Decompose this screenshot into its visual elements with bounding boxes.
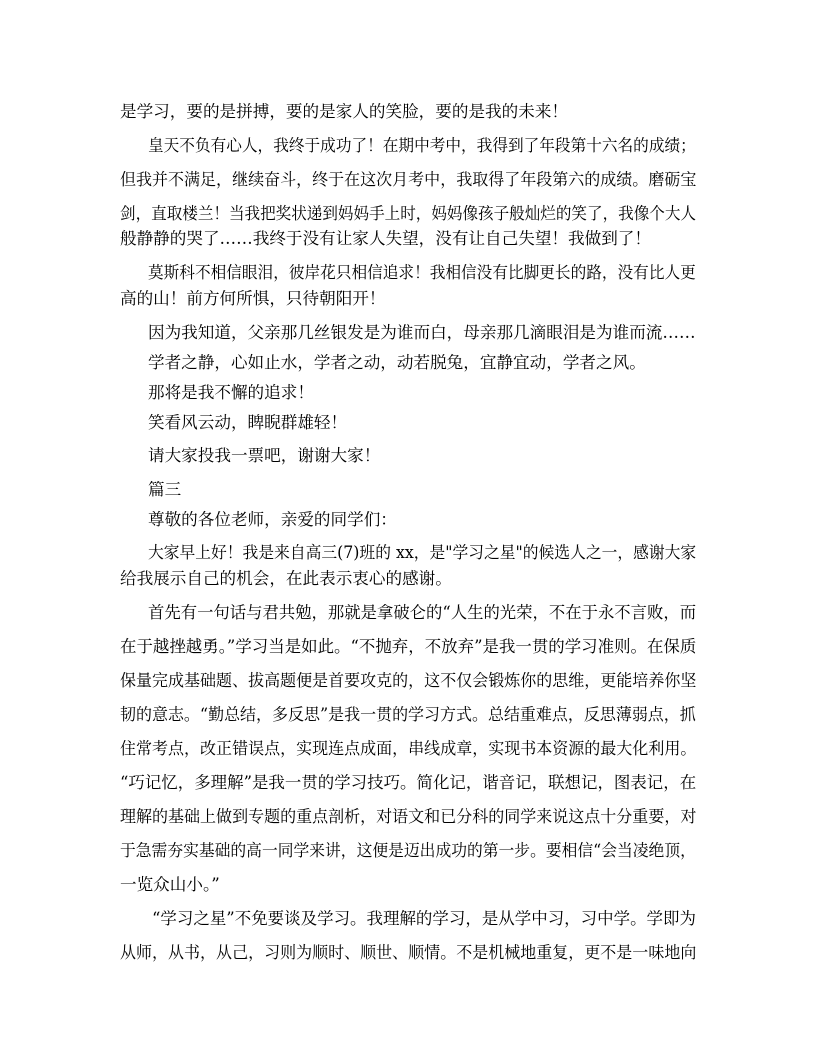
text-line: 学者之静，心如止水，学者之动，动若脱兔，宜静宜动，学者之风。: [148, 353, 646, 372]
section-heading: 篇三: [148, 480, 182, 499]
text-line: 在于越挫越勇。”学习当是如此。“不抛弃，不放弃”是我一贯的学习准则。在保质: [120, 637, 697, 656]
text-line: 保量完成基础题、拔高题便是首要攻克的，这不仅会锻炼你的思维，更能培养你坚: [120, 671, 697, 690]
text-line: 般静静的哭了……我终于没有让家人失望，没有让自己失望！我做到了！: [120, 229, 651, 248]
text-line: 莫斯科不相信眼泪，彼岸花只相信追求！我相信没有比脚更长的路，没有比人更: [148, 263, 696, 282]
text-line: 于急需夯实基础的高一同学来讲，这便是迈出成功的第一步。要相信“会当凌绝顶，: [120, 841, 696, 860]
text-line: 高的山！前方何所惧，只待朝阳开！: [120, 289, 386, 308]
text-line: 韧的意志。“勤总结，多反思”是我一贯的学习方式。总结重难点，反思薄弱点，抓: [120, 705, 696, 724]
text-line: “巧记忆，多理解”是我一贯的学习技巧。简化记，谐音记，联想记，图表记，在: [120, 773, 697, 792]
text-line: 住常考点，改正错误点，实现连点成面，串线成章，实现书本资源的最大化利用。: [120, 739, 697, 758]
text-line: 但我并不满足，继续奋斗，终于在这次月考中，我取得了年段第六的成绩。磨砺宝: [120, 170, 697, 189]
text-line: 大家早上好！我是来自高三(7)班的 xx，是"学习之星"的候选人之一，感谢大家: [148, 543, 697, 562]
text-line: 首先有一句话与君共勉，那就是拿破仑的“人生的光荣，不在于永不言败，而: [148, 603, 697, 622]
text-line: 笑看风云动，睥睨群雄轻！: [148, 413, 348, 432]
greeting: 尊敬的各位老师，亲爱的同学们：: [148, 510, 397, 529]
text-line: 剑，直取楼兰！当我把奖状递到妈妈手上时，妈妈像孩子般灿烂的笑了，我像个大人: [120, 204, 696, 223]
text-line: 一览众山小。”: [120, 875, 220, 894]
text-line: 是学习，要的是拼搏，要的是家人的笑脸，要的是我的未来！: [120, 102, 569, 121]
text-line: 理解的基础上做到专题的重点剖析，对语文和已分科的同学来说这点十分重要，对: [120, 807, 697, 826]
text-line: 给我展示自己的机会，在此表示衷心的感谢。: [120, 569, 452, 588]
text-line: 因为我知道，父亲那几丝银发是为谁而白，母亲那几滴眼泪是为谁而流……: [148, 323, 696, 342]
text-line: 皇天不负有心人，我终于成功了！在期中考中，我得到了年段第十六名的成绩；: [148, 136, 696, 155]
text-line: “学习之星”不免要谈及学习。我理解的学习，是从学中习，习中学。学即为: [152, 909, 696, 928]
text-line: 请大家投我一票吧，谢谢大家！: [148, 446, 381, 465]
text-line: 那将是我不懈的追求！: [148, 383, 314, 402]
text-line: 从师，从书，从己，习则为顺时、顺世、顺情。不是机械地重复，更不是一味地向: [120, 943, 697, 962]
